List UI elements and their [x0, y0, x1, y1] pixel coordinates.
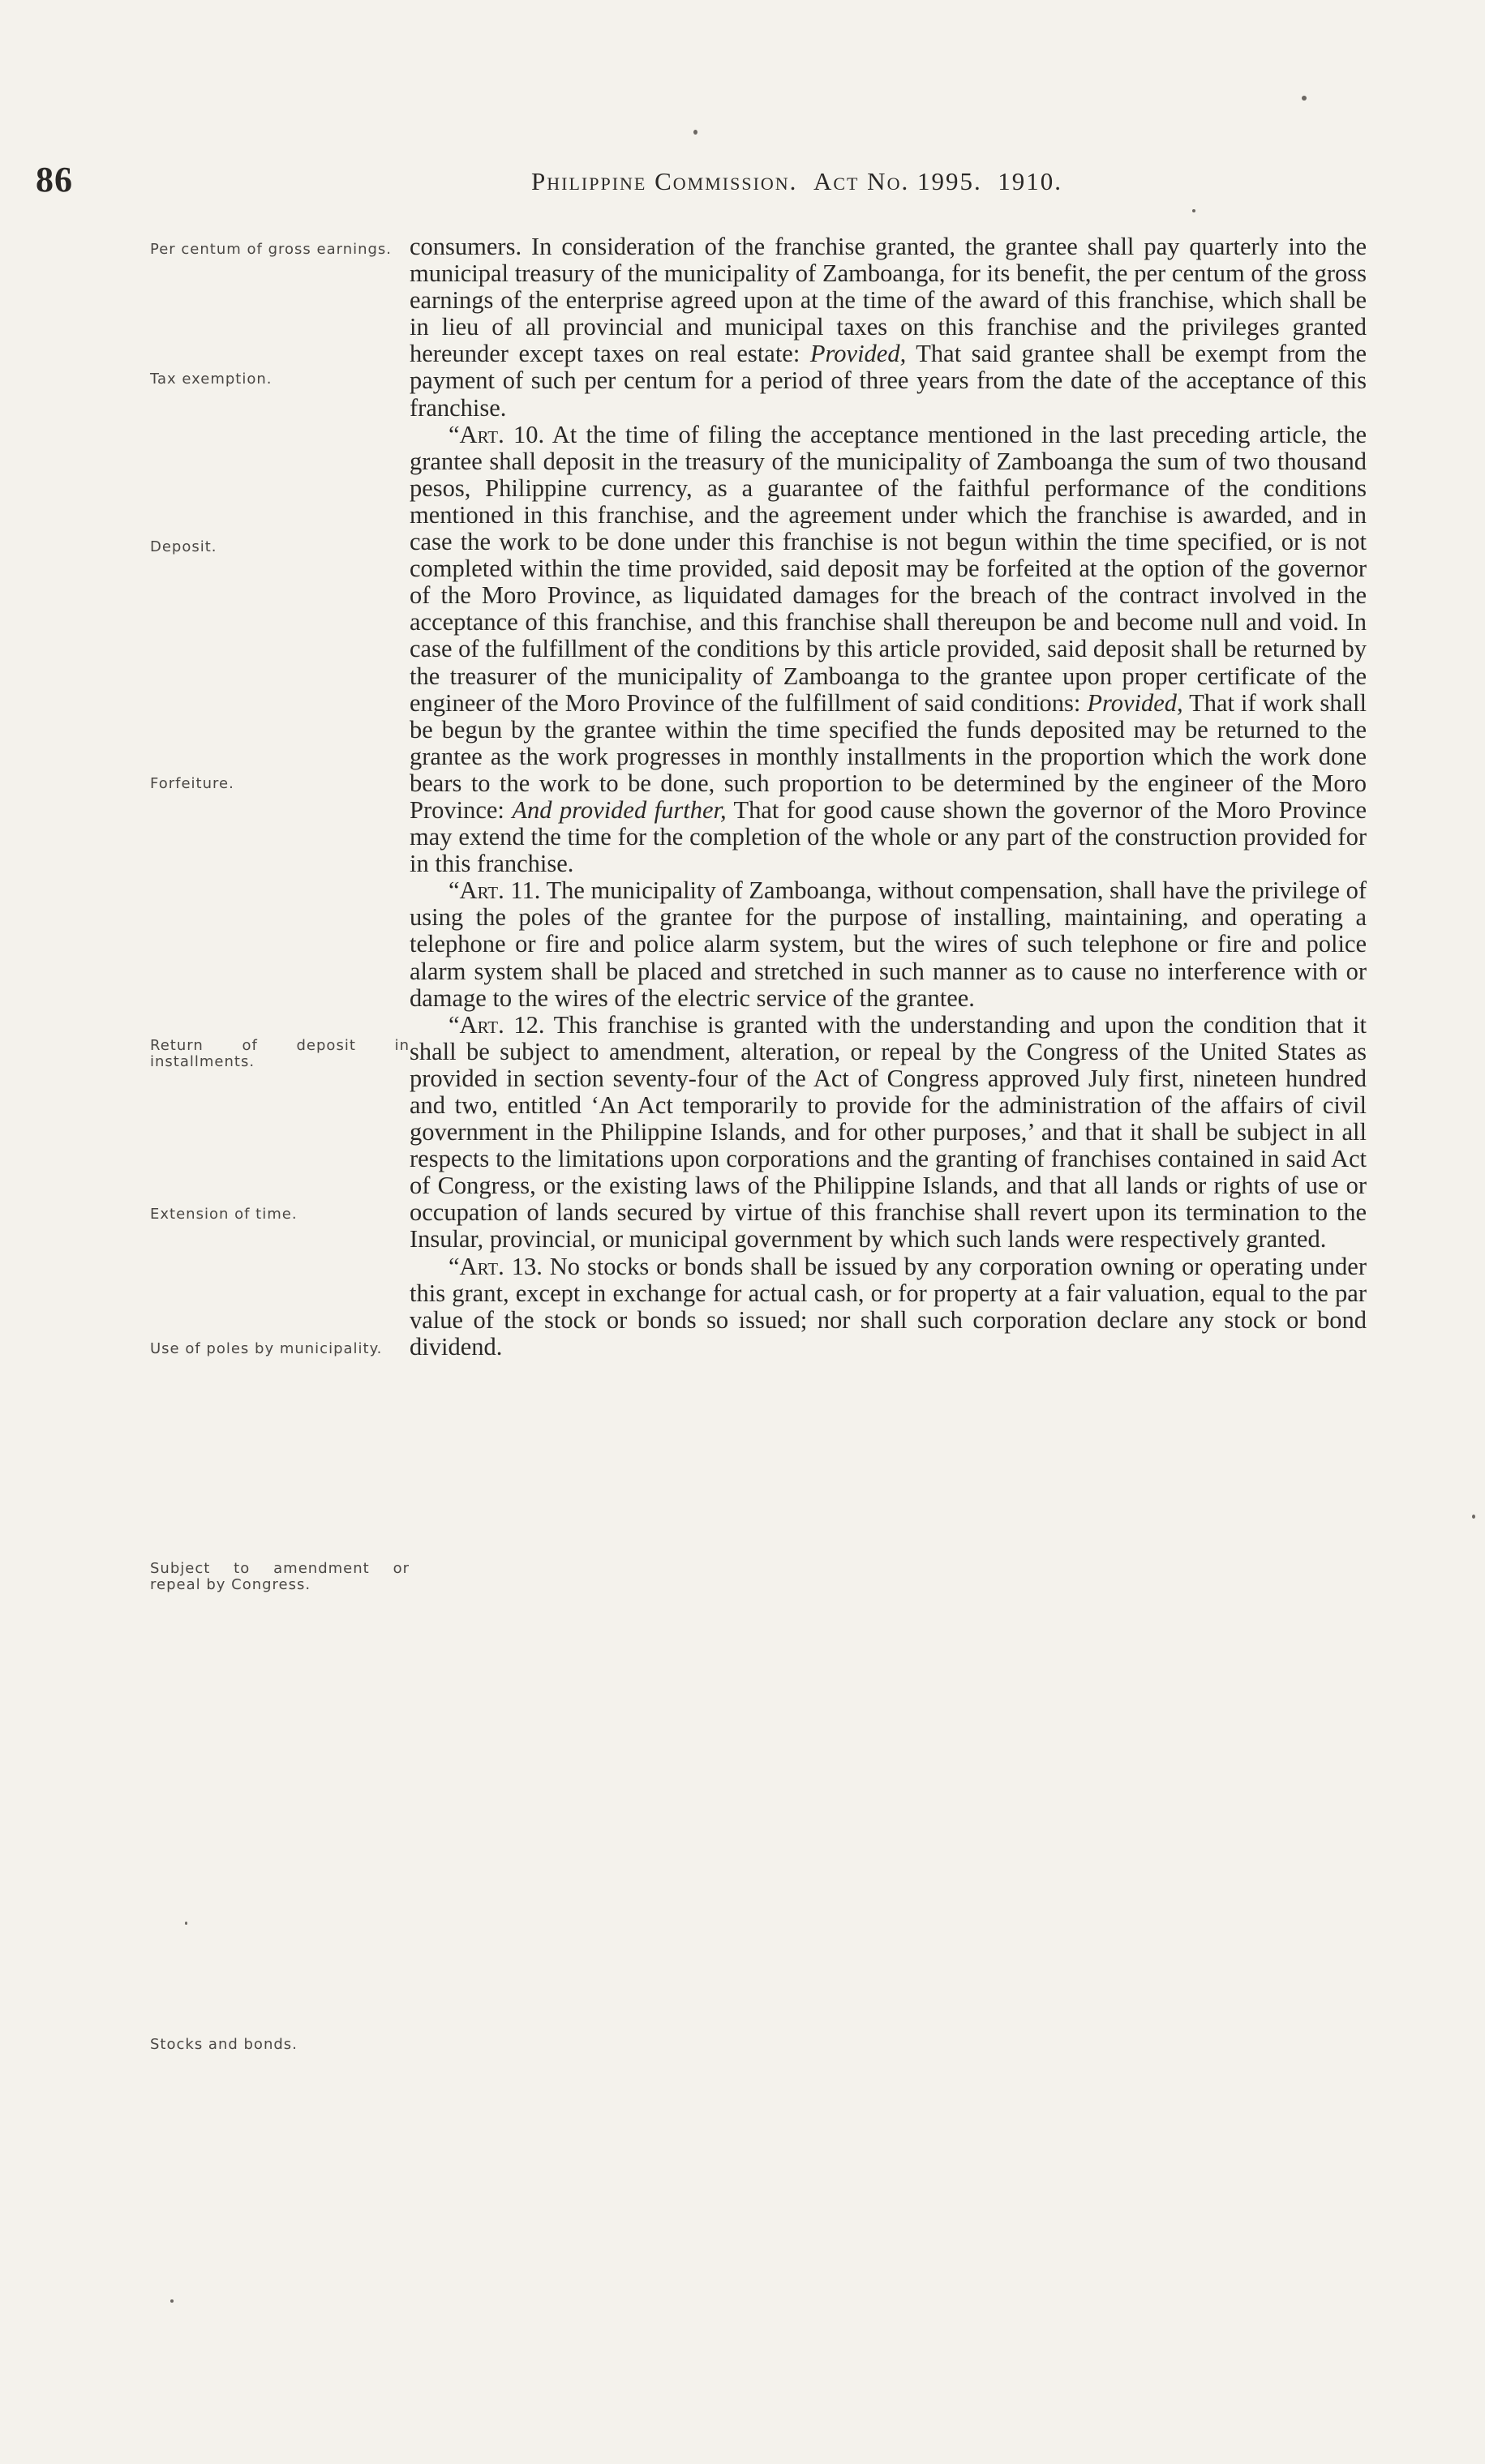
article-10: “Art. 10. At the time of filing the acceptance mentioned in the last preceding article, the grantee shall deposit in the treasury of the municipality of Zamboanga the sum of two thousand pesos, Philippine currency, as a guarantee of the faithful performance of the conditions mentioned in this franchise, and the agreement under which the franchise is awarded, and in case the work to be done under this franchise is not begun within the time specified, or is not completed within the time provided, said deposit may be forfeited at the option of the governor of the Moro Province, as liquidated damages for the breach of the contract involved in the acceptance of this franchise, and this franchise shall thereupon be and become null and void. In case of the fulfillment of the conditions by this article provided, said deposit shall be returned by the treasurer of the municipality of Zamboanga to the grantee upon proper certificate of the engineer of the Moro Province of the fulfillment of said conditions: Provided, That if work shall be begun by the grantee within the time specified the funds deposited may be returned to the grantee as the work progresses in monthly installments in the proportion which the work done bears to the work to be done, such proportion to be determined by the engineer of the Moro Province: And provided further, That for good cause shown the governor of the Moro Province may extend the time for the completion of the whole or any part of the construction provided for in this franchise. [410, 420, 1367, 878]
running-head-publisher: Philippine Commission. [531, 167, 798, 195]
margin-note-per-centum: Per centum of gross earnings. [150, 241, 393, 258]
scan-speck [170, 2299, 174, 2303]
article-13: “Art. 13. No stocks or bonds shall be issued by any corporation owning or operating under this grant, except in exchange for actual cash, or for property at a fair valuation, equal to the par value of the stock or bonds so issued; nor shall such corporation declare any stock or bond dividend. [410, 1252, 1367, 1361]
scan-speck [185, 1922, 187, 1925]
body-text [410, 234, 1367, 1361]
article-12: “Art. 12. This franchise is granted with the understanding and upon the condition that it shall be subject to amendment, alteration, or repeal by the Congress of the United States as provided in section seventy-four of the Act of Congress approved July first, nineteen hundred and two, entitled ‘An Act temporarily to provide for the administration of the affairs of civil government in the Philippine Islands, and for other purposes,’ and that it shall be subject in all respects to the limitations upon corporations and the granting of franchises contained in said Act of Congress, or the existing laws of the Philippine Islands, and that all lands or rights of use or occupation of lands secured by virtue of this franchise shall revert upon its termination to the Insular, provincial, or municipal government by which such lands were respectively granted. [410, 1010, 1367, 1253]
margin-note-subject-to-amendment: Subject to amendment or repeal by Congress. [150, 1560, 410, 1593]
scan-speck [1302, 96, 1307, 101]
scan-speck [1192, 209, 1195, 212]
margin-note-deposit: Deposit. [150, 538, 217, 555]
margin-note-return-of-deposit: Return of deposit in installments. [150, 1037, 410, 1070]
running-head-year: 1910. [998, 167, 1062, 195]
page-number: 86 [36, 160, 73, 199]
article-11: “Art. 11. The municipality of Zamboanga, without compensation, shall have the privilege of using the poles of the grantee for the purpose of installing, maintaining, and operating a telephone or fire and police alarm system, but the wires of such telephone or fire and police alarm system shall be placed and stretched in such manner as to cause no interference with or damage to the wires of the electric service of the grantee. [410, 876, 1367, 1012]
margin-note-forfeiture: Forfeiture. [150, 775, 234, 792]
scan-speck [1472, 1515, 1475, 1519]
margin-note-stocks-and-bonds: Stocks and bonds. [150, 2036, 298, 2053]
running-head-act: Act No. 1995. [813, 167, 982, 195]
margin-note-use-of-poles: Use of poles by municipality. [150, 1340, 383, 1357]
scan-speck [693, 130, 697, 135]
paragraph-consumers: consumers. In consideration of the franchise granted, the grantee shall pay quarterly into the municipal treasury of the municipality of Zamboanga, for its benefit, the per centum of the gross earnings of the enterprise agreed upon at the time of the award of this franchise, which shall be in lieu of all provincial and municipal taxes on this franchise and the privileges granted hereunder except taxes on real estate: Provided, That said grantee shall be exempt from the payment of such per centum for a period of three years from the date of the acceptance of this franchise. [410, 233, 1367, 422]
running-head [531, 167, 1062, 196]
margin-note-tax-exemption: Tax exemption. [150, 371, 273, 388]
margin-note-extension-of-time: Extension of time. [150, 1206, 298, 1223]
